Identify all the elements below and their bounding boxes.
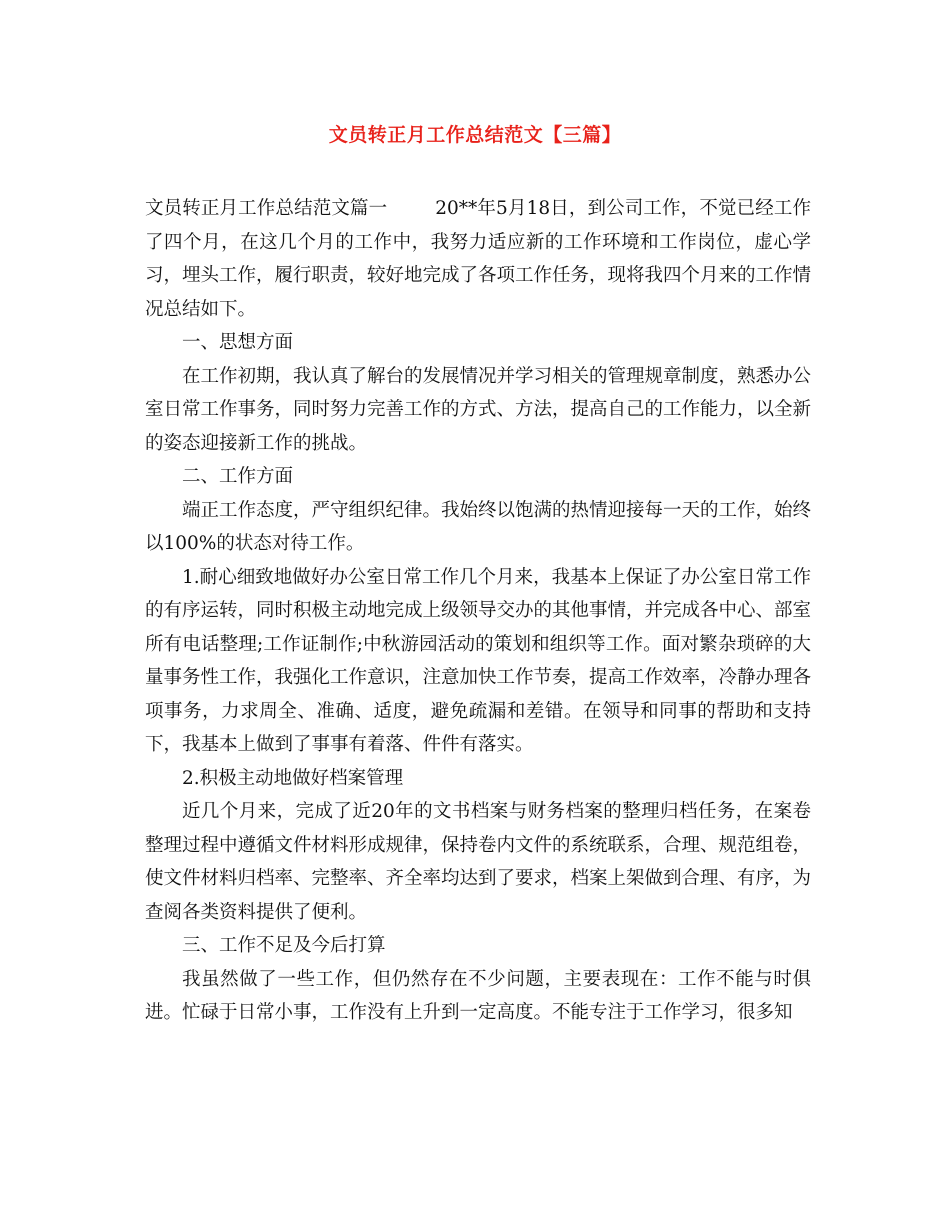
heading-work: 二、工作方面	[182, 466, 294, 487]
heading-thought: 一、思想方面	[182, 332, 294, 353]
paragraph-attitude: 端正工作态度，严守组织纪律。我始终以饱满的热情迎接每一天的工作，始终以100%的状态对待工作。	[145, 499, 812, 554]
paragraph-daily-work: 1.耐心细致地做好办公室日常工作几个月来，我基本上保证了办公室日常工作的有序运转，同时积极主动地完成上级领导交办的其他事情，并完成各中心、部室所有电话整理;工作证制作;中秋游园活动的策划和组织等工作。面对繁杂琐碎的大量事务性工作，我强化工作意识，注意加快工作节奏，提高工作效率，冷静办理各项事务，力求周全、准确、适度，避免疏漏和差错。在领导和同事的帮助和支持下，我基本上做到了事事有着落、件件有落实。	[145, 566, 812, 755]
document-title: 文员转正月工作总结范文【三篇】	[328, 124, 622, 146]
paragraph-archives: 近几个月来，完成了近20年的文书档案与财务档案的整理归档任务，在案卷整理过程中遵循文件材料形成规律，保持卷内文件的系统联系，合理、规范组卷，使文件材料归档率、完整率、齐全率均达到了要求，档案上架做到合理、有序，为查阅各类资料提供了便利。	[145, 801, 812, 923]
paragraph-shortcomings: 我虽然做了一些工作，但仍然存在不少问题，主要表现在：工作不能与时俱进。忙碌于日常小事，工作没有上升到一定高度。不能专注于工作学习，很多知	[145, 968, 811, 1023]
paragraph-text: 20**年5月18日，到公司工作，不觉已经工作了四个月，在这几个月的工作中，我努力适应新的工作环境和工作岗位，虚心学习，埋头工作，履行职责，较好地完成了各项工作任务，现将我四个月来的工作情况总结如下。	[145, 198, 812, 320]
paragraph-intro	[145, 192, 811, 326]
paragraph-thought: 在工作初期，我认真了解台的发展情况并学习相关的管理规章制度，熟悉办公室日常工作事务，同时努力完善工作的方式、方法，提高自己的工作能力，以全新的姿态迎接新工作的挑战。	[145, 365, 812, 454]
heading-shortcomings: 三、工作不足及今后打算	[182, 935, 386, 956]
document-body	[145, 192, 811, 1030]
section-lead: 文员转正月工作总结范文篇一	[145, 198, 388, 219]
heading-archives: 2.积极主动地做好档案管理	[182, 767, 404, 789]
